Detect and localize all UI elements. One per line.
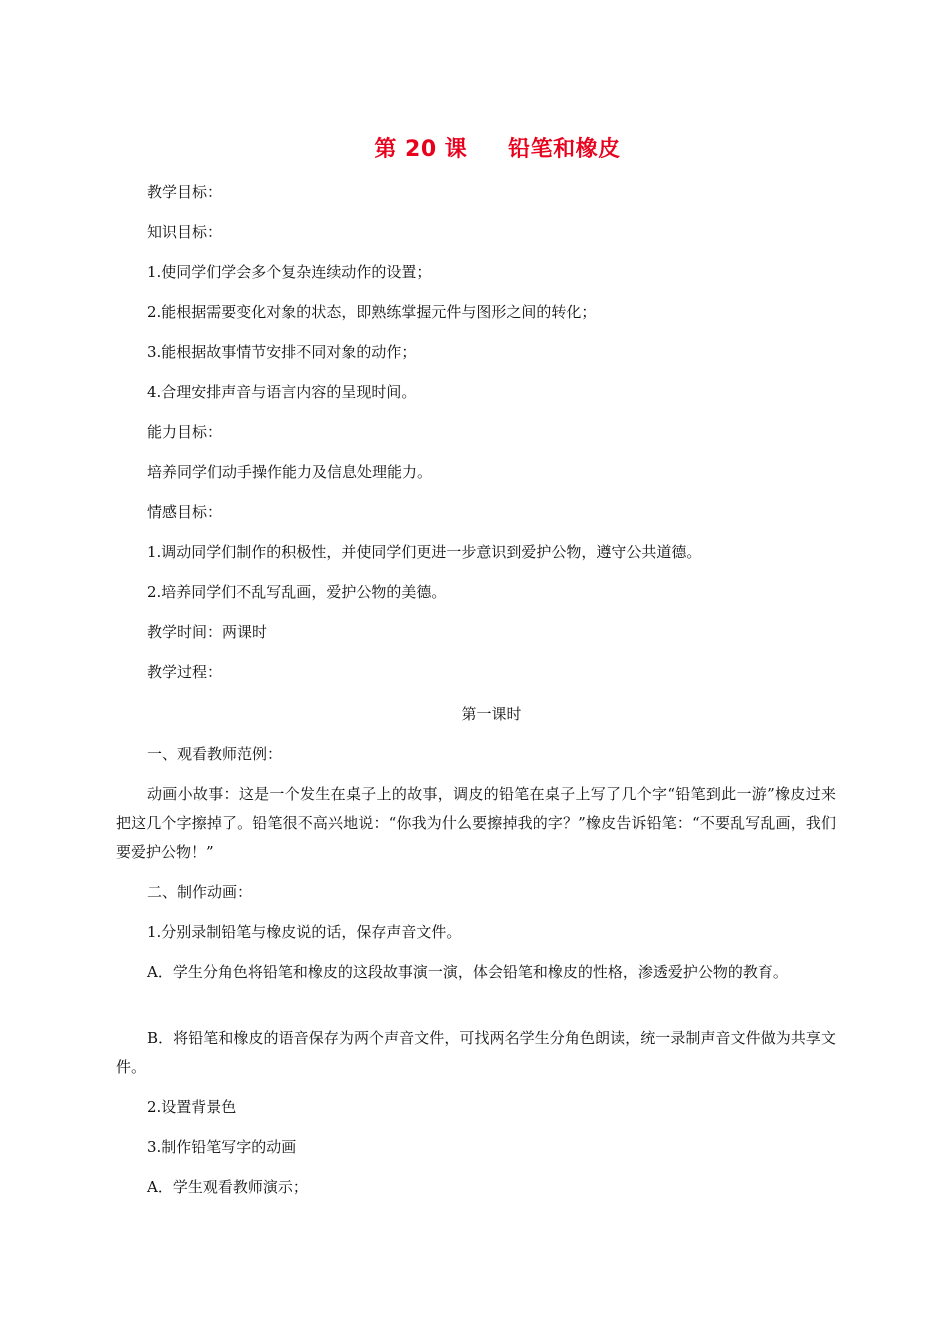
emotion-goal-item: 1.调动同学们制作的积极性，并使同学们更进一步意识到爱护公物，遵守公共道德。 <box>147 543 702 561</box>
step-item: 1.分别录制铅笔与橡皮说的话，保存声音文件。 <box>147 923 462 941</box>
lesson-title: 第 20 课 铅笔和橡皮 <box>374 137 621 162</box>
knowledge-goal-item: 3.能根据故事情节安排不同对象的动作； <box>147 343 417 361</box>
knowledge-goal-item: 2.能根据需要变化对象的状态，即熟练掌握元件与图形之间的转化； <box>147 303 597 321</box>
ability-goals-heading: 能力目标： <box>147 423 223 441</box>
emotion-goals-heading: 情感目标： <box>147 503 223 521</box>
teaching-goals-heading: 教学目标： <box>147 183 223 201</box>
teaching-time: 教学时间：两课时 <box>147 623 268 641</box>
section-heading: 一、观看教师范例： <box>147 745 283 763</box>
step-paragraph: A．学生分角色将铅笔和橡皮的这段故事演一演，体会铅笔和橡皮的性格，渗透爱护公物的教育。 <box>147 963 788 981</box>
first-lesson-heading: 第一课时 <box>461 705 522 723</box>
knowledge-goal-item: 4.合理安排声音与语言内容的呈现时间。 <box>147 383 417 401</box>
teaching-process-heading: 教学过程： <box>147 663 223 681</box>
ability-goal-item: 培养同学们动手操作能力及信息处理能力。 <box>147 463 433 481</box>
section-heading: 二、制作动画： <box>147 883 253 901</box>
story-paragraph: 动画小故事：这是一个发生在桌子上的故事，调皮的铅笔在桌子上写了几个字“铅笔到此一游”橡皮过来把这几个字擦掉了。铅笔很不高兴地说：“你我为什么要擦掉我的字？”橡皮告诉铅笔：“不要乱写乱画，我们要爱护公物！” <box>116 785 836 861</box>
knowledge-goals-heading: 知识目标： <box>147 223 223 241</box>
step-paragraph: B．将铅笔和橡皮的语音保存为两个声音文件，可找两名学生分角色朗读，统一录制声音文件做为共享文件。 <box>116 1029 836 1076</box>
step-item: 3.制作铅笔写字的动画 <box>147 1138 297 1156</box>
step-item: A．学生观看教师演示； <box>147 1178 308 1196</box>
emotion-goal-item: 2.培养同学们不乱写乱画，爱护公物的美德。 <box>147 583 447 601</box>
step-item: 2.设置背景色 <box>147 1098 237 1116</box>
knowledge-goal-item: 1.使同学们学会多个复杂连续动作的设置； <box>147 263 432 281</box>
